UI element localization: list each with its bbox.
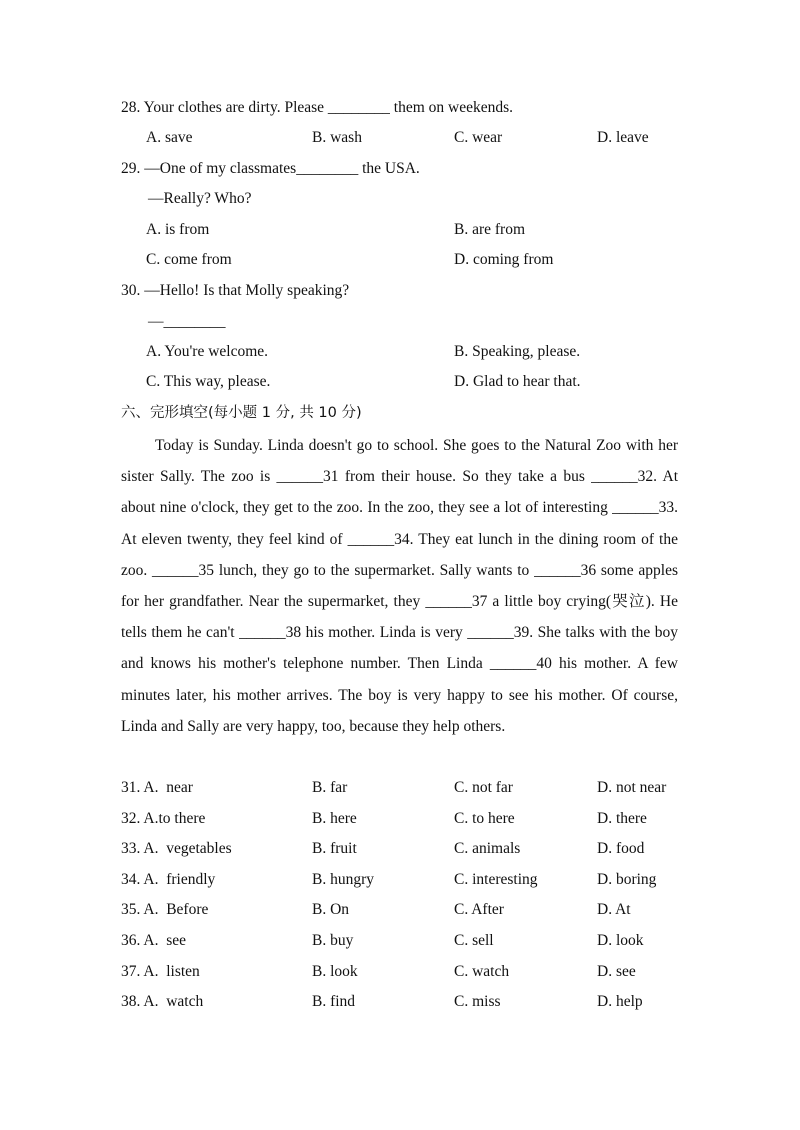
cloze-31-option-d: D. not near: [597, 779, 667, 796]
cloze-38-option-d: D. help: [597, 993, 643, 1010]
cloze-36-option-a: 36. A. see: [121, 932, 187, 949]
question-29-option-d: D. coming from: [454, 251, 554, 268]
cloze-35-option-c: C. After: [454, 901, 504, 918]
cloze-33-option-b: B. fruit: [312, 840, 357, 857]
question-29-option-a: A. is from: [146, 221, 210, 238]
cloze-36-option-d: D. look: [597, 932, 644, 949]
question-28-option-d: D. leave: [597, 129, 649, 146]
cloze-32-option-b: B. here: [312, 810, 357, 827]
question-30-option-d: D. Glad to hear that.: [454, 373, 581, 390]
cloze-34-option-a: 34. A. friendly: [121, 871, 216, 888]
cloze-32-option-a: 32. A.to there: [121, 810, 206, 827]
cloze-32-option-c: C. to here: [454, 810, 515, 827]
cloze-34-option-d: D. boring: [597, 871, 657, 888]
cloze-35-option-b: B. On: [312, 901, 350, 918]
question-30-stem: 30. —Hello! Is that Molly speaking?: [121, 282, 350, 299]
cloze-37-option-a: 37. A. listen: [121, 963, 200, 980]
question-30-option-b: B. Speaking, please.: [454, 343, 581, 360]
cloze-33-option-c: C. animals: [454, 840, 521, 857]
question-29-reply: —Really? Who?: [148, 190, 252, 207]
question-29-option-b: B. are from: [454, 221, 526, 238]
cloze-38-option-c: C. miss: [454, 993, 501, 1010]
question-29-stem: 29. —One of my classmates________ the USA.: [121, 160, 420, 177]
cloze-36-option-b: B. buy: [312, 932, 354, 949]
cloze-33-option-a: 33. A. vegetables: [121, 840, 232, 857]
cloze-37-option-c: C. watch: [454, 963, 510, 980]
cloze-35-option-a: 35. A. Before: [121, 901, 209, 918]
question-28-option-a: A. save: [146, 129, 193, 146]
question-30-reply: —________: [148, 313, 226, 330]
cloze-37-option-b: B. look: [312, 963, 358, 980]
question-29-option-c: C. come from: [146, 251, 232, 268]
cloze-36-option-c: C. sell: [454, 932, 494, 949]
cloze-38-option-b: B. find: [312, 993, 356, 1010]
question-30-option-c: C. This way, please.: [146, 373, 271, 390]
cloze-34-option-b: B. hungry: [312, 871, 374, 888]
cloze-33-option-d: D. food: [597, 840, 645, 857]
question-28-stem: 28. Your clothes are dirty. Please ________ them on weekends.: [121, 99, 514, 116]
cloze-34-option-c: C. interesting: [454, 871, 538, 888]
cloze-31-option-c: C. not far: [454, 779, 513, 796]
cloze-31-option-a: 31. A. near: [121, 779, 193, 796]
cloze-passage: Today is Sunday. Linda doesn't go to school. She goes to the Natural Zoo with her sister Sally. The zoo is ______31 from their house. So they take a bus ______32. At about nine o'clock, they get to the zoo. In the zoo, they see a lot of interesting ______33. At eleven twenty, they feel kind of ______34. They eat lunch in the dining room of the zoo. ______35 lunch, they go to the supermarket. Sally wants to ______36 some apples for her grandfather. Near the supermarket, they ______37 a little boy crying(哭泣). He tells them he can't ______38 his mother. Linda is very ______39. She talks with the boy and knows his mother's telephone number. Then Linda ______40 his mother. A few minutes later, his mother arrives. The boy is very happy to see his mother. Of course, Linda and Sally are very happy, too, because they help others.: [121, 437, 678, 735]
cloze-32-option-d: D. there: [597, 810, 647, 827]
cloze-38-option-a: 38. A. watch: [121, 993, 204, 1010]
cloze-35-option-d: D. At: [597, 901, 631, 918]
question-28-option-c: C. wear: [454, 129, 503, 146]
section-heading: 六、完形填空(每小题 1 分, 共 10 分): [121, 405, 362, 421]
question-28-option-b: B. wash: [312, 129, 362, 146]
cloze-37-option-d: D. see: [597, 963, 636, 980]
question-30-option-a: A. You're welcome.: [146, 343, 269, 360]
cloze-31-option-b: B. far: [312, 779, 348, 796]
